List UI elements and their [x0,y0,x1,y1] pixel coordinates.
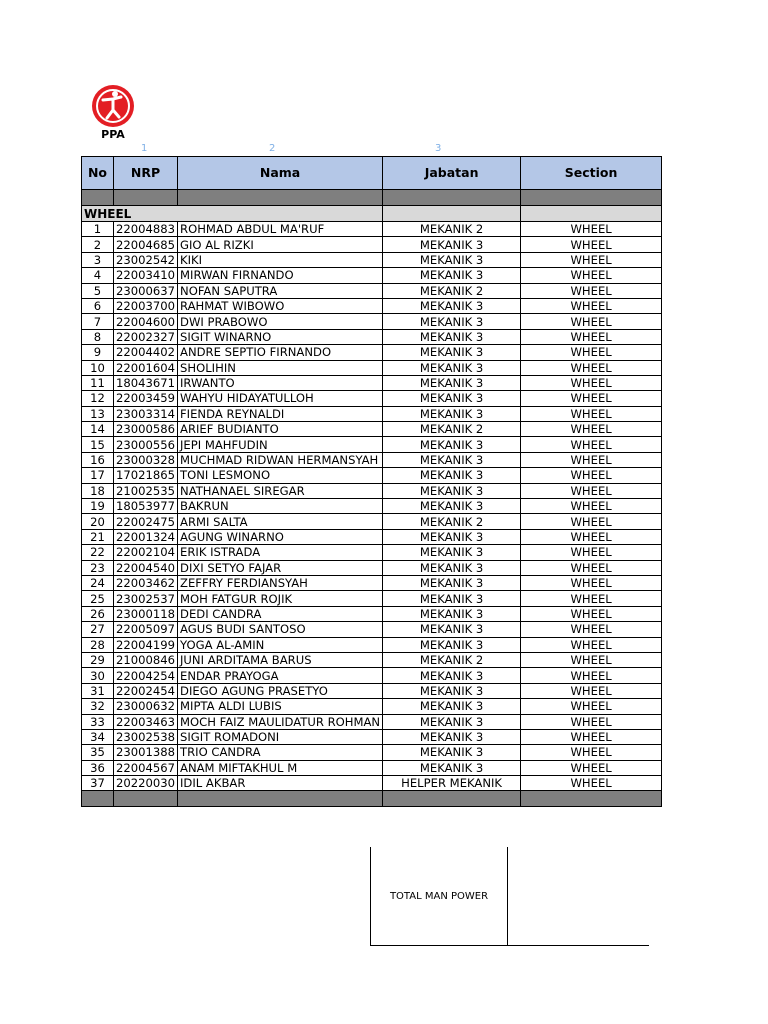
table-row [82,283,662,298]
cell-jabatan: MEKANIK 3 [383,314,521,329]
table-row [82,591,662,606]
cell-nrp: 22004685 [114,237,178,252]
table-row [82,237,662,252]
cell-jabatan: MEKANIK 3 [383,699,521,714]
table-row [82,668,662,683]
cell-nama: JEPI MAHFUDIN [178,437,383,452]
cell-jabatan: MEKANIK 3 [383,683,521,698]
cell-section: WHEEL [521,652,662,667]
cell-nrp: 22002327 [114,329,178,344]
cell-no: 37 [82,776,114,791]
cell-nama: YOGA AL-AMIN [178,637,383,652]
table-row [82,545,662,560]
table-row [82,652,662,667]
cell-jabatan: MEKANIK 3 [383,406,521,421]
table-row [82,699,662,714]
cell-no: 23 [82,560,114,575]
header-no: No [82,157,114,190]
cell-jabatan: MEKANIK 2 [383,222,521,237]
cell-jabatan: MEKANIK 3 [383,529,521,544]
cell-section: WHEEL [521,237,662,252]
cell-jabatan: MEKANIK 3 [383,545,521,560]
table-header-row [82,157,662,190]
table-row [82,760,662,775]
cell-no: 31 [82,683,114,698]
cell-jabatan: MEKANIK 3 [383,452,521,467]
cell-no: 14 [82,422,114,437]
cell-nrp: 22003410 [114,268,178,283]
cell-jabatan: MEKANIK 3 [383,575,521,590]
cell-nrp: 18043671 [114,375,178,390]
total-man-power-value [508,847,649,946]
cell-nrp: 23001388 [114,745,178,760]
table-row [82,637,662,652]
table-row [82,268,662,283]
cell-section: WHEEL [521,560,662,575]
cell-section: WHEEL [521,268,662,283]
cell-no: 22 [82,545,114,560]
cell-nrp: 22004254 [114,668,178,683]
table-row [82,391,662,406]
cell-no: 36 [82,760,114,775]
cell-section: WHEEL [521,699,662,714]
cell-nrp: 22004883 [114,222,178,237]
cell-nrp: 22003700 [114,298,178,313]
cell-jabatan: MEKANIK 3 [383,499,521,514]
cell-no: 35 [82,745,114,760]
cell-nama: DIXI SETYO FAJAR [178,560,383,575]
cell-nrp: 20220030 [114,776,178,791]
cell-nrp: 23000632 [114,699,178,714]
cell-nama: SHOLIHIN [178,360,383,375]
cell-no: 15 [82,437,114,452]
cell-section: WHEEL [521,606,662,621]
table-row [82,776,662,791]
cell-no: 18 [82,483,114,498]
cell-no: 26 [82,606,114,621]
cell-nama: ARIEF BUDIANTO [178,422,383,437]
cell-nrp: 22002475 [114,514,178,529]
cell-no: 4 [82,268,114,283]
cell-section: WHEEL [521,345,662,360]
cell-no: 20 [82,514,114,529]
cell-nrp: 22003459 [114,391,178,406]
cell-jabatan: MEKANIK 3 [383,268,521,283]
cell-section: WHEEL [521,452,662,467]
table-row [82,714,662,729]
cell-no: 34 [82,729,114,744]
cell-nama: NOFAN SAPUTRA [178,283,383,298]
cell-section: WHEEL [521,745,662,760]
cell-no: 32 [82,699,114,714]
cell-nama: GIO AL RIZKI [178,237,383,252]
cell-jabatan: MEKANIK 3 [383,745,521,760]
cell-section: WHEEL [521,406,662,421]
cell-nama: ZEFFRY FERDIANSYAH [178,575,383,590]
cell-nama: MOH FATGUR ROJIK [178,591,383,606]
cell-section: WHEEL [521,252,662,267]
cell-nrp: 22002104 [114,545,178,560]
cell-nrp: 22001324 [114,529,178,544]
cell-section: WHEEL [521,329,662,344]
table-row [82,468,662,483]
cell-nama: DWI PRABOWO [178,314,383,329]
cell-no: 33 [82,714,114,729]
cell-jabatan: MEKANIK 3 [383,329,521,344]
cell-jabatan: MEKANIK 3 [383,714,521,729]
cell-section: WHEEL [521,545,662,560]
cell-no: 25 [82,591,114,606]
column-number-3: 3 [435,143,442,154]
cell-nama: ARMI SALTA [178,514,383,529]
column-number-2: 2 [269,143,276,154]
table-row [82,437,662,452]
cell-jabatan: MEKANIK 2 [383,652,521,667]
cell-section: WHEEL [521,422,662,437]
cell-nama: BAKRUN [178,499,383,514]
cell-no: 30 [82,668,114,683]
cell-nrp: 22001604 [114,360,178,375]
cell-nrp: 22004567 [114,760,178,775]
cell-section: WHEEL [521,391,662,406]
cell-nrp: 23000556 [114,437,178,452]
cell-no: 29 [82,652,114,667]
cell-jabatan: MEKANIK 3 [383,252,521,267]
cell-no: 16 [82,452,114,467]
cell-nrp: 23003314 [114,406,178,421]
cell-jabatan: MEKANIK 3 [383,391,521,406]
cell-nama: DEDI CANDRA [178,606,383,621]
table-row [82,406,662,421]
cell-no: 7 [82,314,114,329]
cell-nama: MIPTA ALDI LUBIS [178,699,383,714]
cell-nrp: 23000328 [114,452,178,467]
cell-nrp: 22004402 [114,345,178,360]
cell-nama: DIEGO AGUNG PRASETYO [178,683,383,698]
table-row [82,483,662,498]
cell-nrp: 22004600 [114,314,178,329]
cell-nrp: 22004540 [114,560,178,575]
cell-section: WHEEL [521,668,662,683]
table-row [82,345,662,360]
cell-nrp: 18053977 [114,499,178,514]
table-row [82,529,662,544]
cell-jabatan: HELPER MEKANIK [383,776,521,791]
table-row [82,729,662,744]
cell-nama: MIRWAN FIRNANDO [178,268,383,283]
cell-nama: TRIO CANDRA [178,745,383,760]
cell-nama: ROHMAD ABDUL MA'RUF [178,222,383,237]
table-row [82,683,662,698]
cell-nrp: 23000118 [114,606,178,621]
cell-section: WHEEL [521,499,662,514]
cell-nama: ANAM MIFTAKHUL M [178,760,383,775]
header-section: Section [521,157,662,190]
footer-separator-row [82,791,662,807]
cell-section: WHEEL [521,622,662,637]
table-row [82,575,662,590]
cell-jabatan: MEKANIK 3 [383,237,521,252]
cell-nama: ERIK ISTRADA [178,545,383,560]
cell-section: WHEEL [521,514,662,529]
cell-nrp: 22004199 [114,637,178,652]
cell-nama: AGUS BUDI SANTOSO [178,622,383,637]
cell-no: 21 [82,529,114,544]
cell-jabatan: MEKANIK 3 [383,729,521,744]
total-man-power-label: TOTAL MAN POWER [370,847,508,946]
table-row [82,452,662,467]
cell-nrp: 17021865 [114,468,178,483]
cell-no: 28 [82,637,114,652]
cell-section: WHEEL [521,298,662,313]
header-nrp: NRP [114,157,178,190]
cell-no: 8 [82,329,114,344]
cell-jabatan: MEKANIK 3 [383,591,521,606]
cell-nama: SIGIT ROMADONI [178,729,383,744]
cell-nama: JUNI ARDITAMA BARUS [178,652,383,667]
table-row [82,514,662,529]
table-row [82,422,662,437]
cell-no: 12 [82,391,114,406]
cell-jabatan: MEKANIK 3 [383,360,521,375]
cell-section: WHEEL [521,529,662,544]
cell-section: WHEEL [521,591,662,606]
cell-jabatan: MEKANIK 3 [383,622,521,637]
cell-nama: ANDRE SEPTIO FIRNANDO [178,345,383,360]
table-row [82,622,662,637]
cell-section: WHEEL [521,360,662,375]
cell-section: WHEEL [521,714,662,729]
cell-nrp: 23002542 [114,252,178,267]
cell-section: WHEEL [521,437,662,452]
cell-section: WHEEL [521,729,662,744]
cell-jabatan: MEKANIK 3 [383,298,521,313]
cell-jabatan: MEKANIK 3 [383,637,521,652]
cell-no: 10 [82,360,114,375]
cell-nama: NATHANAEL SIREGAR [178,483,383,498]
cell-nrp: 21002535 [114,483,178,498]
table-row [82,499,662,514]
cell-section: WHEEL [521,683,662,698]
cell-section: WHEEL [521,483,662,498]
cell-nama: IRWANTO [178,375,383,390]
cell-nrp: 23002537 [114,591,178,606]
table-row [82,560,662,575]
table-row [82,375,662,390]
cell-jabatan: MEKANIK 3 [383,483,521,498]
cell-nrp: 23000586 [114,422,178,437]
cell-no: 13 [82,406,114,421]
table-row [82,298,662,313]
cell-nama: ENDAR PRAYOGA [178,668,383,683]
cell-section: WHEEL [521,375,662,390]
group-row [82,206,662,222]
cell-no: 17 [82,468,114,483]
cell-jabatan: MEKANIK 3 [383,468,521,483]
cell-nama: AGUNG WINARNO [178,529,383,544]
cell-nrp: 22003463 [114,714,178,729]
cell-jabatan: MEKANIK 3 [383,606,521,621]
cell-section: WHEEL [521,575,662,590]
cell-section: WHEEL [521,314,662,329]
table-row [82,606,662,621]
cell-section: WHEEL [521,776,662,791]
ppa-logo [91,84,135,144]
group-label: WHEEL [82,206,383,222]
cell-jabatan: MEKANIK 3 [383,560,521,575]
cell-no: 9 [82,345,114,360]
manpower-table [81,156,662,807]
cell-nama: MOCH FAIZ MAULIDATUR ROHMAN [178,714,383,729]
cell-nrp: 23000637 [114,283,178,298]
cell-jabatan: MEKANIK 3 [383,345,521,360]
cell-jabatan: MEKANIK 2 [383,422,521,437]
cell-nama: FIENDA REYNALDI [178,406,383,421]
cell-nama: KIKI [178,252,383,267]
cell-section: WHEEL [521,637,662,652]
cell-jabatan: MEKANIK 3 [383,375,521,390]
cell-section: WHEEL [521,283,662,298]
cell-nama: RAHMAT WIBOWO [178,298,383,313]
cell-nama: SIGIT WINARNO [178,329,383,344]
cell-nama: TONI LESMONO [178,468,383,483]
cell-section: WHEEL [521,760,662,775]
cell-no: 27 [82,622,114,637]
table-row [82,222,662,237]
cell-nrp: 22003462 [114,575,178,590]
table-row [82,314,662,329]
column-number-1: 1 [141,143,148,154]
logo-text: PPA [101,128,125,141]
cell-no: 24 [82,575,114,590]
cell-no: 2 [82,237,114,252]
cell-jabatan: MEKANIK 3 [383,760,521,775]
cell-nrp: 22002454 [114,683,178,698]
separator-row [82,190,662,206]
table-row [82,360,662,375]
cell-nama: WAHYU HIDAYATULLOH [178,391,383,406]
cell-jabatan: MEKANIK 3 [383,668,521,683]
cell-section: WHEEL [521,222,662,237]
cell-no: 11 [82,375,114,390]
cell-section: WHEEL [521,468,662,483]
cell-nrp: 21000846 [114,652,178,667]
cell-nama: IDIL AKBAR [178,776,383,791]
table-row [82,329,662,344]
cell-no: 19 [82,499,114,514]
cell-jabatan: MEKANIK 2 [383,514,521,529]
cell-no: 1 [82,222,114,237]
ppa-logo-icon [91,84,135,128]
table-row [82,745,662,760]
cell-nrp: 22005097 [114,622,178,637]
cell-no: 5 [82,283,114,298]
cell-nama: MUCHMAD RIDWAN HERMANSYAH [178,452,383,467]
cell-nrp: 23002538 [114,729,178,744]
cell-no: 6 [82,298,114,313]
cell-jabatan: MEKANIK 2 [383,283,521,298]
header-jabatan: Jabatan [383,157,521,190]
cell-jabatan: MEKANIK 3 [383,437,521,452]
cell-no: 3 [82,252,114,267]
table-row [82,252,662,267]
header-nama: Nama [178,157,383,190]
